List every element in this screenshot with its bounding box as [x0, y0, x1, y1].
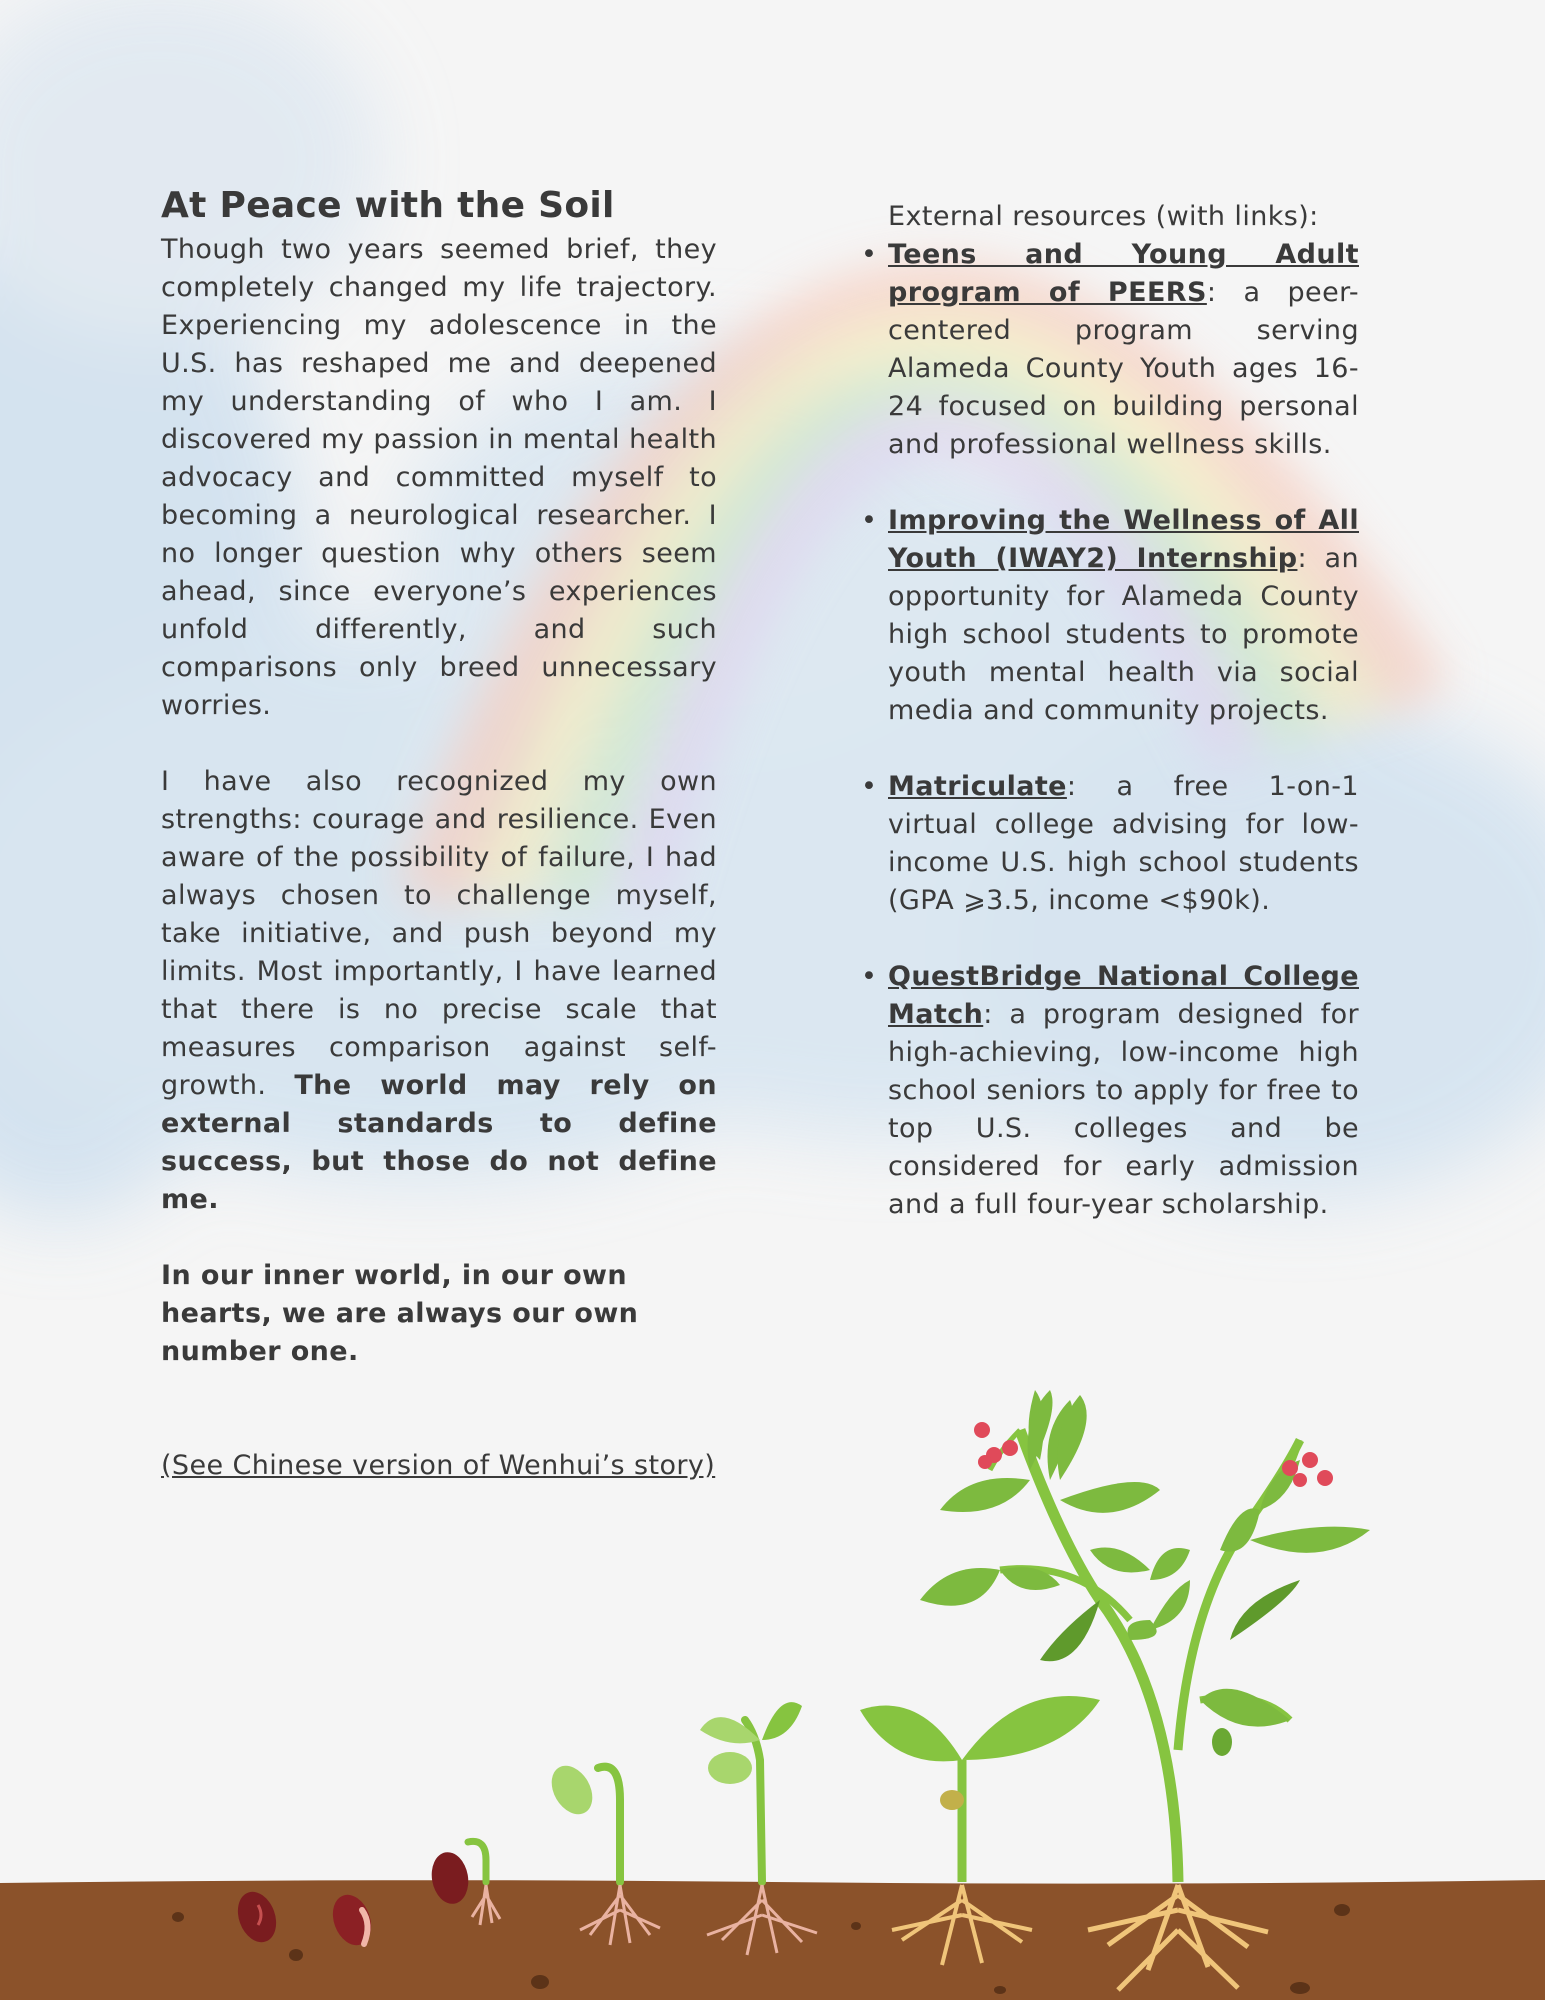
- see-chinese-version: [161, 1447, 717, 1485]
- story-paragraph-1: Though two years seemed brief, they completely changed my life trajectory. Experiencing my adolescence in the U.S. has reshaped me and deepened my understanding of who I am. I discovered my passion in mental health advocacy and committed myself to becoming a neurological researcher. I no longer question why others seem ahead, since everyone’s experiences unfold differently, and such comparisons only breed unnecessary worries.: [161, 234, 717, 721]
- resource-item-peers: [888, 236, 1359, 464]
- resource-description: : an opportunity for Alameda County high school students to promote youth mental health via social media and community projects.: [888, 543, 1360, 726]
- resource-item-iway2: [888, 502, 1359, 730]
- flower-left: [974, 1422, 1018, 1469]
- resource-description: : a peer-centered program serving Alameda County Youth ages 16-24 focused on building personal and professional wellness skills.: [888, 277, 1359, 460]
- spacer: [161, 725, 717, 763]
- resources-heading: External resources (with links):: [888, 201, 1319, 232]
- chinese-version-link[interactable]: (See Chinese version of Wenhui’s story): [161, 1450, 716, 1481]
- resource-item-questbridge: [888, 958, 1359, 1224]
- resource-description: : a free 1-on-1 virtual college advising for low-income U.S. high school students (GPA ⩾3.5, income <$90k).: [888, 771, 1359, 916]
- soil: [0, 1880, 1545, 2000]
- story-paragraph-3: [161, 1257, 717, 1371]
- spacer: [161, 1219, 717, 1257]
- resource-description: : a program designed for high-achieving, low-income high school seniors to apply for free to top U.S. colleges and be considered for early admission and a full four-year scholarship.: [888, 999, 1359, 1220]
- paragraph-2-emphasis: The world may rely on external standards to define success, but those do not define me.: [161, 1070, 718, 1215]
- resource-link-iway2[interactable]: Improving the Wellness of All Youth (IWAY2) Internship: [888, 505, 1359, 574]
- resource-item-matriculate: [888, 768, 1359, 920]
- article-title: At Peace with the Soil: [161, 185, 615, 226]
- resource-link-questbridge[interactable]: QuestBridge National College Match: [888, 961, 1359, 1030]
- story-paragraph-2: [161, 763, 717, 1219]
- resource-link-matriculate[interactable]: Matriculate: [888, 771, 1067, 802]
- story-column: [161, 183, 717, 1485]
- closing-statement: In our inner world, in our own hearts, we are always our own number one.: [161, 1260, 639, 1367]
- resource-link-peers[interactable]: Teens and Young Adult program of PEERS: [888, 239, 1359, 308]
- paragraph-2-text: I have also recognized my own strengths: courage and resilience. Even aware of the possibility of failure, I had always chosen to challenge myself, take initiative, and push beyond my limits. Most importantly, I have learned that there is no precise scale that measures comparison against self-growth.: [161, 766, 717, 1101]
- resources-column: [888, 198, 1359, 1262]
- spacer: [161, 1371, 717, 1447]
- resources-list: [888, 236, 1359, 1224]
